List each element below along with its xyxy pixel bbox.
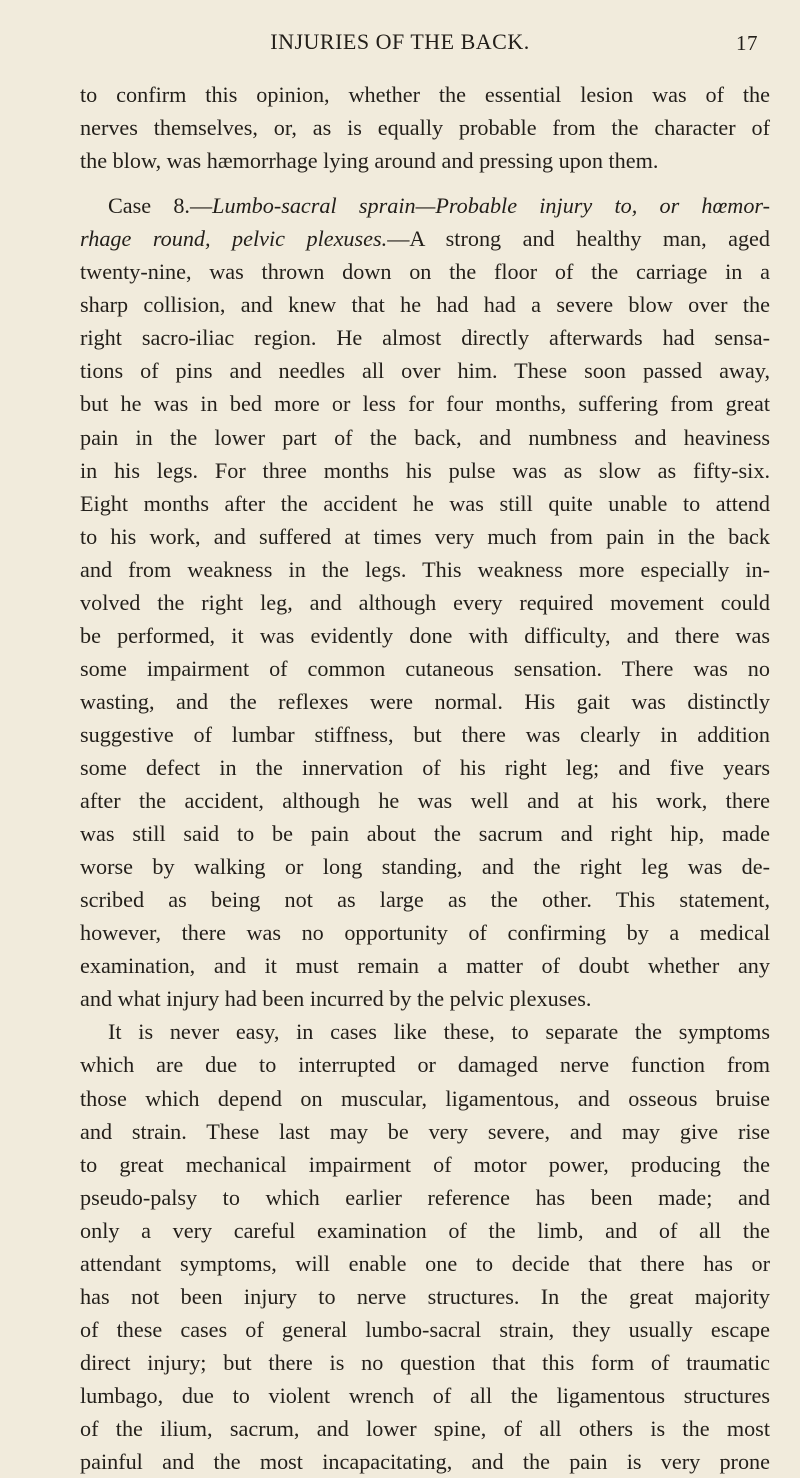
text-line: to his work, and suffered at times very much from pain in the back xyxy=(80,523,770,549)
text-line: nerves themselves, or, as is equally probable from the character of xyxy=(80,115,770,140)
case-title: Lumbo-sacral sprain—Probable injury to, or hœmor- xyxy=(212,193,770,219)
case-label: Case 8.— xyxy=(108,193,213,219)
text-line: only a very careful examination of the limb, and of all the xyxy=(80,1217,770,1243)
case-title: rhage round, pelvic plexuses. xyxy=(80,226,388,252)
text-line: has not been injury to nerve structures. In the great majority xyxy=(80,1283,770,1309)
text-line: the blow, was hæmorrhage lying around and pressing upon them. xyxy=(80,148,659,174)
text-line: worse by walking or long standing, and the right leg was de- xyxy=(80,854,770,880)
text-line: was still said to be pain about the sacrum and right hip, made xyxy=(80,821,770,847)
case-intro: —A strong and healthy man, aged xyxy=(387,226,770,252)
text-line: attendant symptoms, will enable one to decide that there has or xyxy=(80,1250,770,1276)
text-line: volved the right leg, and although every required movement could xyxy=(80,589,770,615)
text-line: some impairment of common cutaneous sensation. There was no xyxy=(80,655,770,681)
text-line: and strain. These last may be very severe, and may give rise xyxy=(80,1118,770,1144)
text-line: lumbago, due to violent wrench of all the ligamentous structures xyxy=(80,1382,770,1408)
text-line: twenty-nine, was thrown down on the floor of the carriage in a xyxy=(80,259,770,285)
text-line: after the accident, although he was well and at his work, there xyxy=(80,788,770,813)
text-line: however, there was no opportunity of confirming by a medical xyxy=(80,920,770,946)
text-line: to confirm this opinion, whether the essential lesion was of the xyxy=(80,82,770,107)
text-line: wasting, and the reflexes were normal. His gait was distinctly xyxy=(80,688,770,714)
text-line: It is never easy, in cases like these, to separate the symptoms xyxy=(108,1019,770,1045)
text-line: but he was in bed more or less for four months, suffering from great xyxy=(80,391,770,417)
text-line: examination, and it must remain a matter of doubt whether any xyxy=(80,953,770,979)
text-line: and what injury had been incurred by the pelvic plexuses. xyxy=(80,986,592,1012)
page-number: 17 xyxy=(736,31,758,55)
text-line: direct injury; but there is no question that this form of traumatic xyxy=(80,1349,770,1375)
text-line: suggestive of lumbar stiffness, but there was clearly in addition xyxy=(80,721,770,747)
text-line: pain in the lower part of the back, and numbness and heaviness xyxy=(80,424,770,450)
text-line: of these cases of general lumbo-sacral strain, they usually escape xyxy=(80,1316,770,1342)
running-title: INJURIES OF THE BACK. xyxy=(270,29,530,54)
text-line: and from weakness in the legs. This weakness more especially in- xyxy=(80,556,770,582)
text-line: painful and the most incapacitating, and the pain is very prone xyxy=(80,1449,770,1474)
text-line: scribed as being not as large as the other. This statement, xyxy=(80,887,770,913)
case-heading-line xyxy=(80,222,770,255)
text-line: those which depend on muscular, ligamentous, and osseous bruise xyxy=(80,1085,770,1111)
text-line: tions of pins and needles all over him. These soon passed away, xyxy=(80,358,770,384)
text-line: Eight months after the accident he was still quite unable to attend xyxy=(80,490,770,516)
text-line: pseudo-palsy to which earlier reference has been made; and xyxy=(80,1184,770,1210)
text-line: sharp collision, and knew that he had had a severe blow over the xyxy=(80,292,770,318)
text-line: which are due to interrupted or damaged nerve function from xyxy=(80,1052,770,1078)
text-line: some defect in the innervation of his right leg; and five years xyxy=(80,755,770,780)
running-head xyxy=(0,29,800,65)
text-line: in his legs. For three months his pulse was as slow as fifty-six. xyxy=(80,457,770,483)
text-line: to great mechanical impairment of motor power, producing the xyxy=(80,1151,770,1177)
text-line: right sacro-iliac region. He almost directly afterwards had sensa- xyxy=(80,325,770,351)
text-line: be performed, it was evidently done with difficulty, and there was xyxy=(80,622,770,648)
case-heading-line xyxy=(108,189,770,222)
text-line: of the ilium, sacrum, and lower spine, of all others is the most xyxy=(80,1416,770,1441)
